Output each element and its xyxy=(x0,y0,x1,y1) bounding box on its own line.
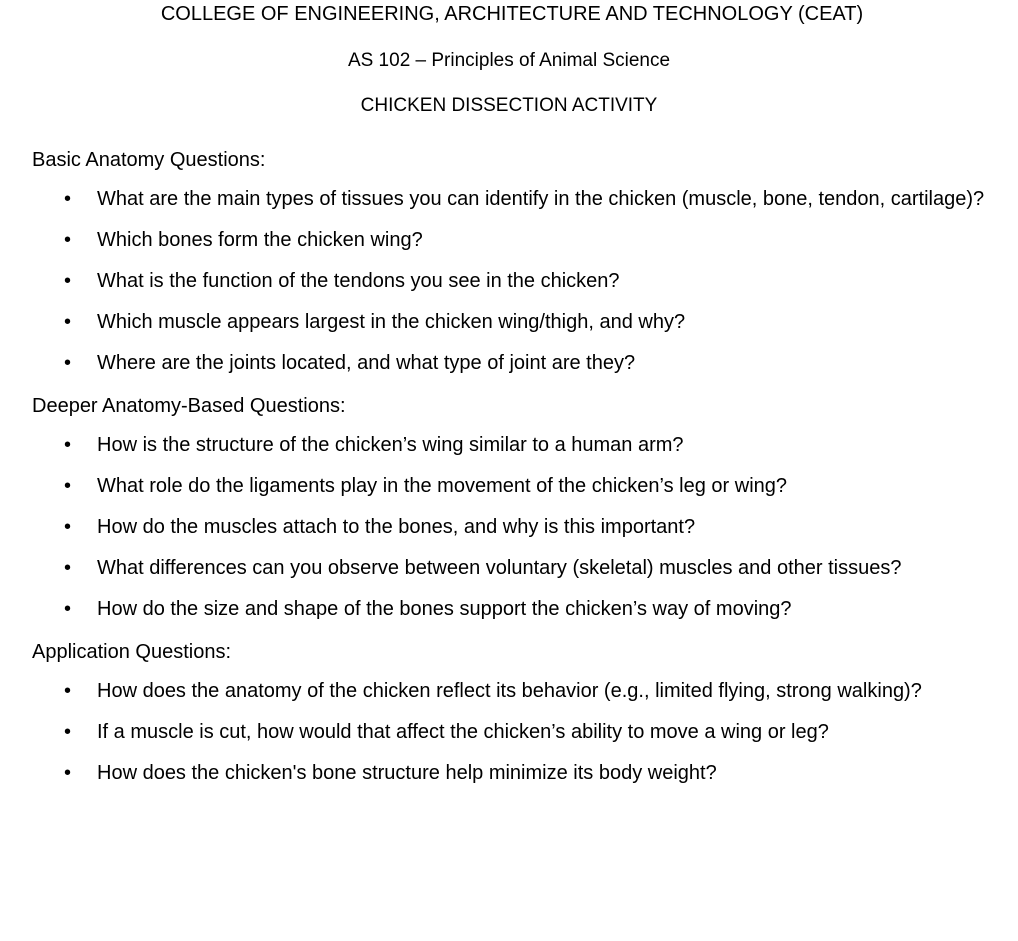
list-item xyxy=(32,596,998,623)
bullet-icon: • xyxy=(64,762,72,784)
list-item xyxy=(32,760,998,787)
bullet-icon: • xyxy=(64,188,72,210)
section-title-deeper: Deeper Anatomy-Based Questions: xyxy=(32,395,346,417)
list-item xyxy=(32,473,998,500)
list-item xyxy=(32,350,998,377)
list-item xyxy=(32,514,998,541)
question-text: Which bones form the chicken wing? xyxy=(97,229,423,251)
course-heading: AS 102 – Principles of Animal Science xyxy=(347,50,671,71)
list-item xyxy=(32,186,998,213)
bullet-icon: • xyxy=(64,352,72,374)
bullet-icon: • xyxy=(64,270,72,292)
question-text: How does the anatomy of the chicken reflect its behavior (e.g., limited flying, strong walking)? xyxy=(97,680,922,702)
bullet-icon: • xyxy=(64,721,72,743)
list-item xyxy=(32,309,998,336)
bullet-icon: • xyxy=(64,680,72,702)
section-title-application: Application Questions: xyxy=(32,641,232,663)
college-heading: COLLEGE OF ENGINEERING, ARCHITECTURE AND TECHNOLOGY (CEAT) xyxy=(160,3,864,25)
question-text: How do the muscles attach to the bones, and why is this important? xyxy=(97,516,696,538)
question-list-application xyxy=(32,678,998,787)
list-item xyxy=(32,227,998,254)
bullet-icon: • xyxy=(64,598,72,620)
bullet-icon: • xyxy=(64,229,72,251)
bullet-icon: • xyxy=(64,311,72,333)
bullet-icon: • xyxy=(64,475,72,497)
activity-heading: CHICKEN DISSECTION ACTIVITY xyxy=(360,95,658,116)
question-text: If a muscle is cut, how would that affect the chicken’s ability to move a wing or leg? xyxy=(97,721,829,743)
question-text: How do the size and shape of the bones support the chicken’s way of moving? xyxy=(97,598,792,620)
question-list-deeper xyxy=(32,432,998,623)
list-item xyxy=(32,432,998,459)
section-title-basic: Basic Anatomy Questions: xyxy=(32,149,266,171)
question-text: How does the chicken's bone structure help minimize its body weight? xyxy=(97,762,717,784)
list-item xyxy=(32,268,998,295)
question-text: What differences can you observe between voluntary (skeletal) muscles and other tissues? xyxy=(97,557,902,579)
question-text: How is the structure of the chicken’s wing similar to a human arm? xyxy=(97,434,684,456)
list-item xyxy=(32,678,998,705)
list-item xyxy=(32,555,998,582)
question-text: Where are the joints located, and what type of joint are they? xyxy=(97,352,636,374)
question-text: Which muscle appears largest in the chicken wing/thigh, and why? xyxy=(97,311,686,333)
bullet-icon: • xyxy=(64,434,72,456)
question-text: What are the main types of tissues you can identify in the chicken (muscle, bone, tendon, cartilage)? xyxy=(97,188,985,210)
question-text: What is the function of the tendons you see in the chicken? xyxy=(97,270,620,292)
question-text: What role do the ligaments play in the movement of the chicken’s leg or wing? xyxy=(97,475,787,497)
list-item xyxy=(32,719,998,746)
bullet-icon: • xyxy=(64,516,72,538)
bullet-icon: • xyxy=(64,557,72,579)
question-list-basic xyxy=(32,186,998,377)
